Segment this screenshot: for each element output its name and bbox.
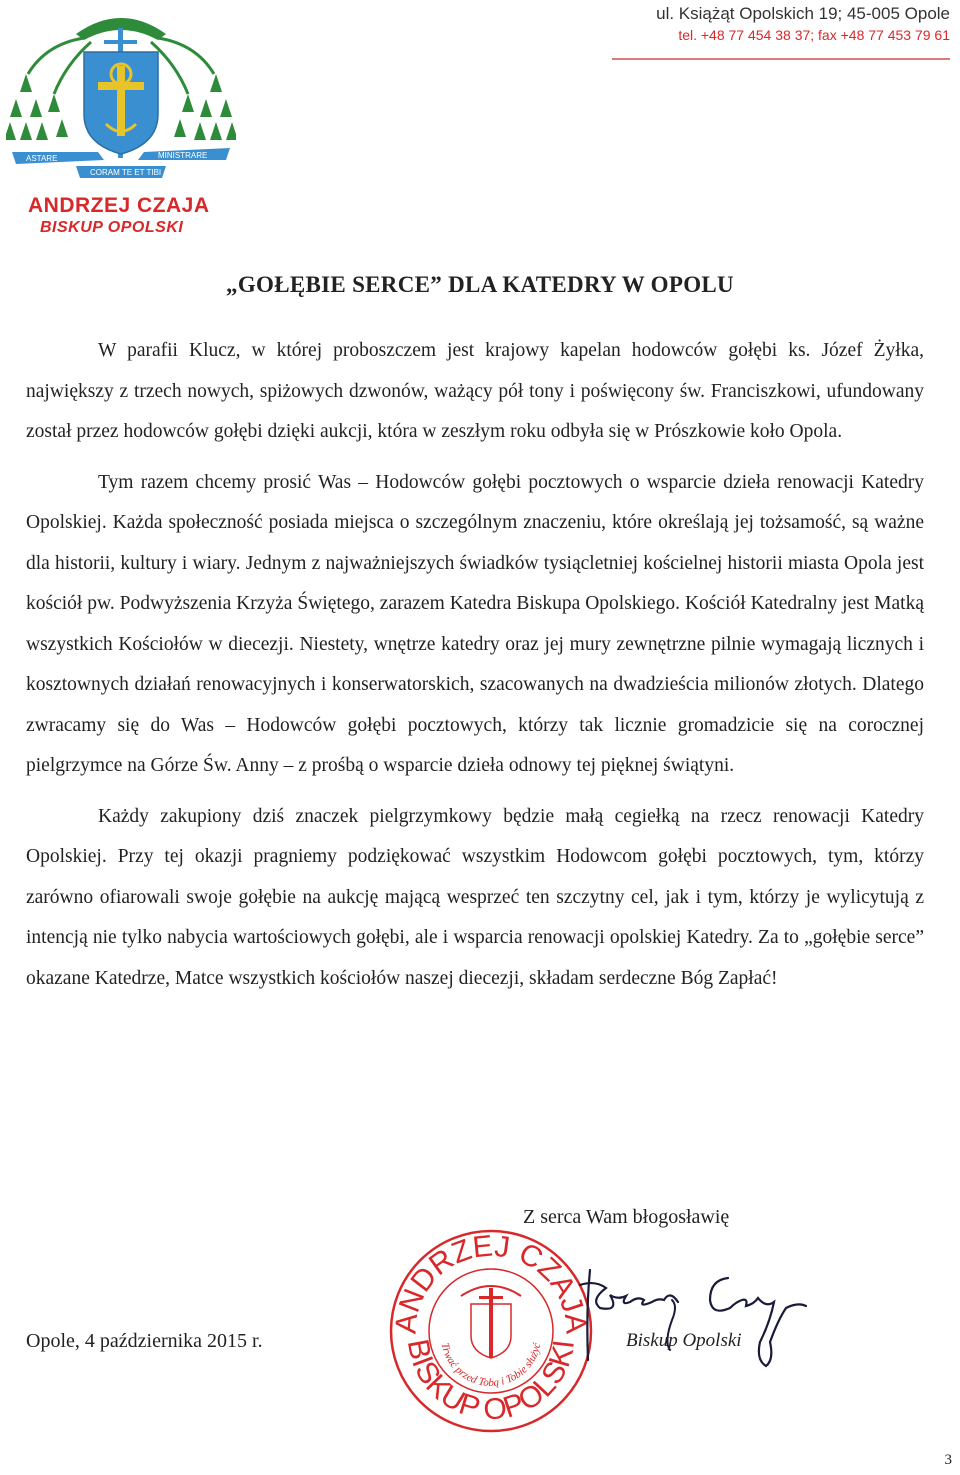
paragraph: Tym razem chcemy prosić Was – Hodowców gołębi pocztowych o wsparcie dzieła renowacji Katedry Opolskiej. Każda społeczność posiada miejsca o szczególnym znaczeniu, które określają jej tożsamość, są ważne dla historii, kultury i wiary. Jednym z najważniejszych świadków tysiącletniej kościelnej historii miasta Opola jest kościół pw. Podwyższenia Krzyża Świętego, zarazem Katedra Biskupa Opolskiego. Kościół Katedralny jest Matką wszystkich Kościołów w diecezji. Niestety, wnętrze katedry oraz jej mury zewnętrzne pilnie wymagają licznych i kosztownych działań renowacyjnych i konserwatorskich, szacowanych na dwadzieścia milionów złotych. Dlatego zwracamy się do Was – Hodowców gołębi pocztowych, którzy tak licznie gromadzicie się na corocznej pielgrzymce na Górze Św. Anny – z prośbą o wsparcie dzieła odnowy tej pięknej świątyni.	[26, 471, 924, 776]
svg-text:ASTARE: ASTARE	[26, 154, 58, 163]
paragraph: W parafii Klucz, w której proboszczem jest krajowy kapelan hodowców gołębi ks. Józef Żyłka, największy z trzech nowych, spiżowych dzwonów, ważący pół tony i poświęcony św. Franciszkowi, ufundowany został przez hodowców gołębi dzięki aukcji, która w zeszłym roku odbyła się w Prószkowie koło Opola.	[26, 340, 924, 442]
letter-title: „GOŁĘBIE SERCE” DLA KATEDRY W OPOLU	[226, 272, 734, 297]
closing-salutation: Z serca Wam błogosławię	[523, 1206, 730, 1228]
place-and-date: Opole, 4 października 2015 r.	[26, 1330, 263, 1352]
bishop-title: BISKUP OPOLSKI	[40, 219, 184, 236]
svg-text:Trwać przed Tobą i Tobie służy: Trwać przed Tobą i Tobie służyć	[438, 1341, 544, 1389]
phone-fax-line: tel. +48 77 454 38 37; fax +48 77 453 79 61	[678, 27, 950, 43]
page-number: 3	[944, 1452, 952, 1468]
handwritten-signature	[560, 1250, 820, 1380]
svg-text:CORAM TE ET TIBI: CORAM TE ET TIBI	[90, 168, 162, 177]
bishop-name: ANDRZEJ CZAJA	[28, 194, 210, 217]
letter-body	[26, 331, 924, 1009]
svg-text:BISKUP OPOLSKI: BISKUP OPOLSKI	[400, 1336, 581, 1427]
letterhead-divider	[612, 58, 950, 60]
coat-of-arms-icon	[6, 4, 236, 184]
svg-text:MINISTRARE: MINISTRARE	[158, 151, 208, 160]
svg-text:ANDRZEJ CZAJA: ANDRZEJ CZAJA	[389, 1229, 593, 1335]
signature-role: Biskup Opolski	[626, 1330, 742, 1351]
signature-icon	[560, 1250, 820, 1380]
letterhead-address	[656, 4, 950, 43]
address-line: ul. Książąt Opolskich 19; 45-005 Opole	[656, 4, 950, 23]
paragraph: Każdy zakupiony dziś znaczek pielgrzymkowy będzie małą cegiełką na rzecz renowacji Katedry Opolskiej. Przy tej okazji pragniemy podziękować wszystkim Hodowcom gołębi pocztowych, tym, którzy zarówno ofiarowali swoje gołębie na aukcję mającą wesprzeć ten szczytny cel, jak i tym, którzy je wylicytują z intencją nie tylko nabycia wartościowych gołębi, ale i wsparcia renowacji opolskiej Katedry. Za to „gołębie serce” okazane Katedrze, Matce wszystkich kościołów naszej diecezji, składam serdeczne Bóg Zapłać!	[26, 805, 924, 989]
coat-of-arms	[6, 4, 236, 184]
